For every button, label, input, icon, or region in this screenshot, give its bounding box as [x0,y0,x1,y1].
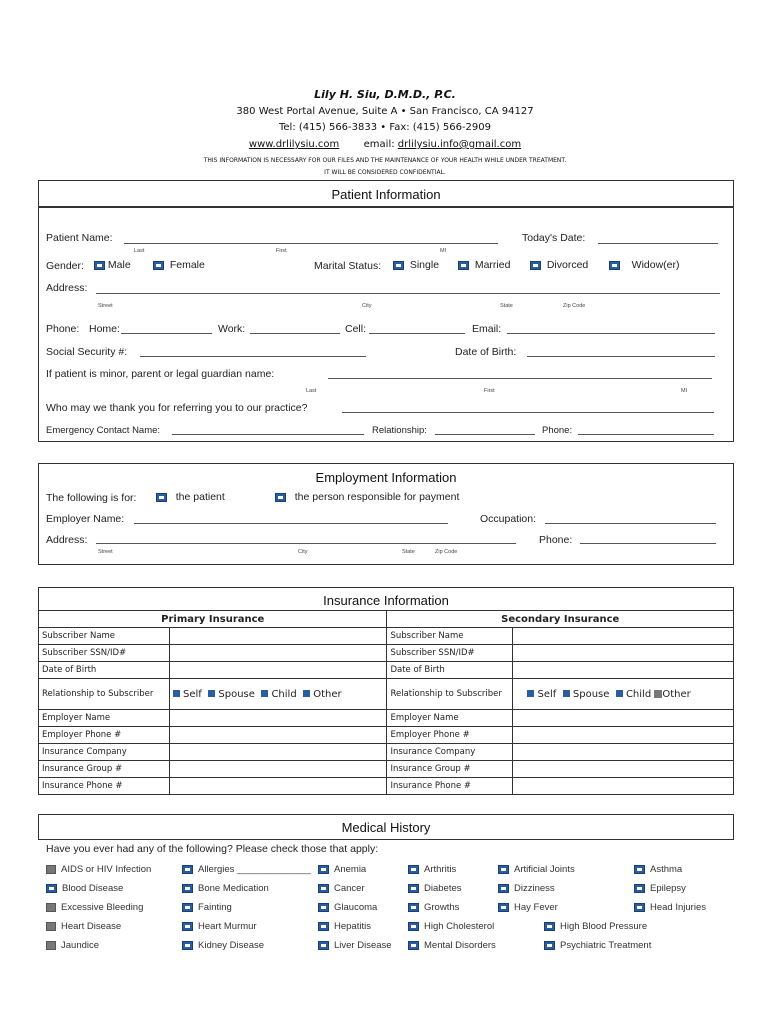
checkbox-icon[interactable] [616,690,623,697]
for-patient-option[interactable] [156,491,225,503]
checkbox-icon[interactable] [530,261,541,270]
rel-other-option[interactable]: Other [303,689,342,700]
rel-self-option[interactable]: Self [173,689,202,700]
relationship-label: Relationship: [372,425,427,436]
checkbox-icon[interactable] [318,941,329,950]
occupation-label: Occupation: [480,513,537,525]
checkbox-icon[interactable] [318,884,329,893]
checkbox-icon[interactable] [182,865,193,874]
medical-history-title: Medical History [341,820,431,835]
medical-history-section [38,814,734,840]
practice-address: 380 West Portal Avenue, Suite A • San Francisco, CA 94127 [236,106,534,117]
ins-row-label: Insurance Group # [39,761,170,778]
ins-row-label: Date of Birth [39,662,170,679]
checkbox-icon[interactable] [527,690,534,697]
gender-male-option[interactable] [94,259,131,271]
ins-value-cell[interactable] [513,628,734,645]
cell-label: Cell: [345,323,367,335]
guardian-sub-last: Last [306,388,317,394]
marital-widow-option[interactable] [609,259,680,271]
checkbox-icon[interactable] [303,690,310,697]
primary-relationship-options [169,679,387,710]
ins-row-label: Employer Name [39,710,170,727]
occupation-field[interactable] [545,523,716,524]
med-anemia[interactable]: Anemia [318,864,366,875]
med-epilepsy[interactable]: Epilepsy [634,883,686,894]
checkbox-icon[interactable] [208,690,215,697]
widow-label: Widow(er) [631,259,680,271]
relationship-field[interactable] [435,434,535,435]
med-high-cholesterol[interactable]: High Cholesterol [408,921,494,932]
ins-row-label: Relationship to Subscriber [39,679,170,710]
ins-value-cell[interactable] [169,710,387,727]
med-artificial-joints[interactable]: Artificial Joints [498,864,575,875]
rel-child-option[interactable]: Child [616,689,651,700]
ins-row-label: Date of Birth [387,662,513,679]
checkbox-icon[interactable] [498,903,509,912]
checkbox-icon[interactable] [318,922,329,931]
checkbox-icon[interactable] [318,903,329,912]
gender-female-option[interactable] [153,259,205,271]
checkbox-icon[interactable] [318,865,329,874]
ins-value-cell[interactable] [513,727,734,744]
dob-label: Date of Birth: [455,346,517,358]
sub-state: State [500,303,513,309]
email-link[interactable]: drlilysiu.info@gmail.com [397,139,522,150]
med-diabetes[interactable]: Diabetes [408,883,462,894]
contact-line [0,139,770,150]
medical-prompt: Have you ever had any of the following? Please check those that apply: [46,843,379,855]
insurance-info-section [38,587,734,611]
checkbox-icon[interactable] [275,493,286,502]
female-label: Female [169,259,205,271]
med-growths[interactable]: Growths [408,902,459,913]
ins-row-label: Employer Phone # [39,727,170,744]
checkbox-icon[interactable] [408,865,419,874]
cell-phone-field[interactable] [369,333,465,334]
rel-spouse-option[interactable]: Spouse [208,689,255,700]
guardian-sub-first: First [484,388,495,394]
checkbox-icon[interactable] [498,884,509,893]
checkbox-icon[interactable] [46,884,57,893]
gender-label: Gender: [46,260,84,272]
ins-value-cell[interactable] [513,645,734,662]
employer-address-field[interactable] [96,543,516,544]
sub-zip: Zip Code [563,303,586,309]
employer-name-field[interactable] [134,523,448,524]
guardian-label: If patient is minor, parent or legal guardian name: [46,368,275,380]
med-glaucoma[interactable]: Glaucoma [318,902,377,913]
marital-married-option[interactable] [458,259,510,271]
email-field[interactable] [507,333,715,334]
emp-sub-state: State [402,549,415,555]
single-label: Single [409,259,440,271]
address-label: Address: [46,282,88,294]
checkbox-icon[interactable] [261,690,268,697]
med-allergies[interactable]: Allergies ______________ [182,864,311,875]
todays-date-label: Today's Date: [522,232,586,244]
checkbox-icon[interactable] [46,865,56,874]
checkbox-icon[interactable] [46,922,56,931]
med-head-injuries[interactable]: Head Injuries [634,902,706,913]
ins-row-label: Employer Phone # [387,727,513,744]
emp-sub-zip: Zip Code [435,549,458,555]
divorced-label: Divorced [546,259,589,271]
address-field[interactable] [96,293,720,294]
ins-value-cell[interactable] [513,778,734,795]
emp-sub-city: City [298,549,308,555]
for-patient-label: the patient [175,491,225,503]
ins-value-cell[interactable] [169,778,387,795]
employer-phone-label: Phone: [539,534,573,546]
checkbox-icon[interactable] [153,261,164,270]
employer-phone-field[interactable] [580,543,716,544]
sub-last: Last [134,248,145,254]
checkbox-icon[interactable] [393,261,404,270]
emergency-name-field[interactable] [172,434,364,435]
notice-line-2: IT WILL BE CONSIDERED CONFIDENTIAL. [324,169,446,176]
med-dizziness[interactable]: Dizziness [498,883,555,894]
med-cancer[interactable]: Cancer [318,883,365,894]
marital-status-label: Marital Status: [314,260,382,272]
primary-insurance-header: Primary Insurance [39,611,387,628]
employment-info-title: Employment Information [315,470,457,485]
ins-row-label: Subscriber SSN/ID# [387,645,513,662]
rel-self-option[interactable]: Self [527,689,556,700]
ins-value-cell[interactable] [169,628,387,645]
ins-value-cell[interactable] [513,710,734,727]
med-heart-disease[interactable]: Heart Disease [46,921,121,932]
secondary-relationship-options [513,679,734,710]
marital-divorced-option[interactable] [530,259,588,271]
male-label: Male [107,259,131,271]
med-liver-disease[interactable]: Liver Disease [318,940,392,951]
ins-row-label: Subscriber Name [39,628,170,645]
emergency-label: Emergency Contact Name: [46,425,161,436]
rel-spouse-option[interactable]: Spouse [563,689,610,700]
guardian-field[interactable] [328,378,712,379]
ins-row-label: Insurance Phone # [39,778,170,795]
website-link[interactable]: www.drlilysiu.com [248,139,340,150]
patient-info-title: Patient Information [331,187,441,202]
for-responsible-label: the person responsible for payment [294,491,460,503]
notice-line-1: THIS INFORMATION IS NECESSARY FOR OUR FILES AND THE MAINTENANCE OF YOUR HEALTH WHILE UNDER TREATMENT. [203,157,567,164]
patient-name-label: Patient Name: [46,232,113,244]
emp-sub-street: Street [98,549,113,555]
med-blood-disease[interactable]: Blood Disease [46,883,123,894]
practice-name: Lily H. Siu, D.M.D., P.C. [314,88,456,101]
checkbox-icon[interactable] [408,884,419,893]
checkbox-icon[interactable] [182,884,193,893]
checkbox-icon[interactable] [408,922,419,931]
checkbox-icon[interactable] [498,865,509,874]
ins-value-cell[interactable] [513,662,734,679]
employment-info-section [38,463,734,565]
med-asthma[interactable]: Asthma [634,864,682,875]
emergency-phone-label: Phone: [542,425,573,436]
dob-field[interactable] [527,356,715,357]
ins-row-label: Insurance Company [387,744,513,761]
med-kidney-disease[interactable]: Kidney Disease [182,940,264,951]
married-label: Married [474,259,511,271]
rel-child-option[interactable]: Child [261,689,296,700]
ssn-label: Social Security #: [46,346,128,358]
med-bone-medication[interactable]: Bone Medication [182,883,269,894]
checkbox-icon[interactable] [173,690,180,697]
ins-value-cell[interactable] [169,645,387,662]
home-phone-field[interactable] [121,333,212,334]
checkbox-icon[interactable] [634,865,645,874]
med-heart-murmur[interactable]: Heart Murmur [182,921,257,932]
checkbox-icon[interactable] [94,261,105,270]
email-field-label: Email: [472,323,502,335]
emergency-phone-field[interactable] [578,434,714,435]
phone-label: Phone: [46,323,80,335]
ins-value-cell[interactable] [169,744,387,761]
marital-single-option[interactable] [393,259,439,271]
guardian-sub-mi: MI [681,388,688,394]
checkbox-icon[interactable] [458,261,469,270]
checkbox-icon[interactable] [634,903,645,912]
med-excessive-bleeding[interactable]: Excessive Bleeding [46,902,143,913]
ins-row-label: Subscriber Name [387,628,513,645]
med-fainting[interactable]: Fainting [182,902,232,913]
checkbox-icon[interactable] [156,493,167,502]
checkbox-icon[interactable] [182,903,193,912]
checkbox-icon[interactable] [182,922,193,931]
ins-row-label: Relationship to Subscriber [387,679,513,710]
secondary-insurance-header: Secondary Insurance [387,611,734,628]
checkbox-icon[interactable] [46,941,56,950]
checkbox-icon[interactable] [46,903,56,912]
practice-phones: Tel: (415) 566-3833 • Fax: (415) 566-2909 [279,122,491,133]
ins-row-label: Insurance Phone # [387,778,513,795]
referral-label: Who may we thank you for referring you to our practice? [46,402,308,414]
checkbox-icon[interactable] [563,690,570,697]
ins-row-label: Subscriber SSN/ID# [39,645,170,662]
ins-row-label: Insurance Company [39,744,170,761]
med-arthritis[interactable]: Arthritis [408,864,456,875]
employer-address-label: Address: [46,534,88,546]
todays-date-field[interactable] [598,243,718,244]
checkbox-icon[interactable] [634,884,645,893]
ssn-field[interactable] [140,356,366,357]
med-hepatitis[interactable]: Hepatitis [318,921,371,932]
patient-name-field[interactable] [124,243,498,244]
payment-for-label: The following is for: [46,492,137,504]
ins-value-cell[interactable] [169,662,387,679]
checkbox-icon[interactable] [408,903,419,912]
insurance-info-title: Insurance Information [323,593,449,608]
ins-value-cell[interactable] [169,727,387,744]
med-jaundice[interactable]: Jaundice [46,940,99,951]
ins-value-cell[interactable] [169,761,387,778]
work-label: Work: [218,323,246,335]
rel-other-option[interactable]: Other [654,689,690,700]
work-phone-field[interactable] [250,333,340,334]
med-aids[interactable]: AIDS or HIV Infection [46,864,151,875]
ins-row-label: Employer Name [387,710,513,727]
sub-first: First [276,248,287,254]
sub-city: City [362,303,372,309]
med-high-blood-pressure[interactable]: High Blood Pressure [544,921,647,932]
sub-street: Street [98,303,113,309]
ins-value-cell[interactable] [513,744,734,761]
checkbox-icon[interactable] [609,261,620,270]
checkbox-icon[interactable] [544,941,555,950]
home-label: Home: [89,323,120,335]
checkbox-icon[interactable] [408,941,419,950]
ins-value-cell[interactable] [513,761,734,778]
checkbox-icon[interactable] [544,922,555,931]
for-responsible-option[interactable] [275,491,459,503]
referral-field[interactable] [342,412,714,413]
med-psychiatric-treatment[interactable]: Psychiatric Treatment [544,940,651,951]
ins-row-label: Insurance Group # [387,761,513,778]
sub-mi: MI [440,248,447,254]
email-label: email: [363,139,395,150]
employer-name-label: Employer Name: [46,513,125,525]
insurance-table [38,610,734,795]
med-hay-fever[interactable]: Hay Fever [498,902,558,913]
med-mental-disorders[interactable]: Mental Disorders [408,940,496,951]
checkbox-icon[interactable] [182,941,193,950]
